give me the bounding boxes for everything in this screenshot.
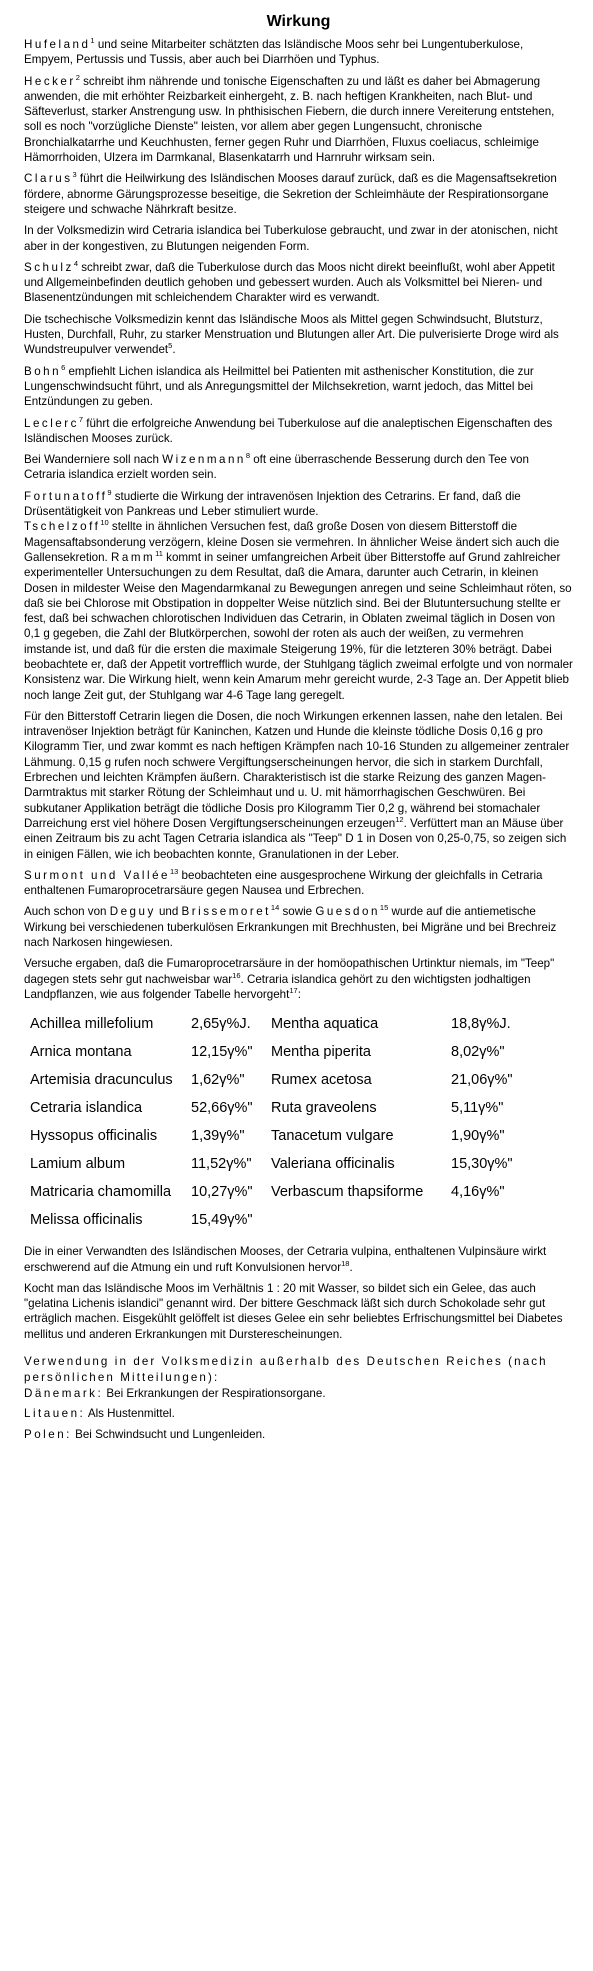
country-name: Polen:: [24, 1427, 72, 1441]
iodine-value: 10,27γ%": [191, 1183, 253, 1200]
paragraph: [24, 489, 573, 703]
paragraph: [24, 416, 573, 447]
footnote-ref: 12: [395, 815, 404, 825]
author-name: Surmont und Vallée: [24, 868, 170, 882]
footnote-ref: 13: [169, 866, 179, 876]
plant-name: Mentha piperita: [271, 1043, 371, 1060]
table-row: [30, 1094, 521, 1122]
footnote-ref: 17: [289, 986, 298, 996]
paragraph: [24, 171, 573, 217]
iodine-value: 1,90γ%": [451, 1127, 505, 1144]
footnote-ref: 18: [341, 1258, 350, 1268]
closing-paragraphs: [24, 1244, 573, 1342]
usage-line: [24, 1406, 573, 1421]
body-paragraphs: [24, 37, 573, 1002]
usage-text: Als Hustenmittel.: [85, 1407, 175, 1421]
plant-name: Verbascum thapsiforme: [271, 1183, 424, 1200]
footnote-ref: 3: [72, 170, 77, 180]
paragraph-text: Versuche ergaben, daß die Fumaroprocetrarsäure in der homöopathischen Urtinktur niemals, im "Teep" dagegen stets sehr gut nachweisbar war: [24, 957, 555, 986]
paragraph-text: empfiehlt Lichen islandica als Heilmittel bei Patienten mit asthenischer Konstitution, die zur Lungenschwindsucht führt, und als Anregungsmittel der Milchsekretion, warnt jedoch, das Mittel bei Entzündungen zu geben.: [24, 364, 534, 409]
plant-name: Melissa officinalis: [30, 1211, 143, 1228]
plant-name: Hyssopus officinalis: [30, 1127, 158, 1144]
author-name: Brissemoret: [181, 905, 271, 919]
paragraph-text: Bei Wanderniere soll nach: [24, 453, 163, 467]
paragraph: [24, 1281, 573, 1342]
iodine-value: [451, 1206, 521, 1234]
plant-name: Lamium album: [30, 1155, 126, 1172]
footnote-ref: 5: [168, 341, 173, 351]
author-name: Tschelzoff: [24, 520, 101, 534]
paragraph: [24, 709, 573, 862]
paragraph-text: beobachteten eine ausgesprochene Wirkung der gleichfalls in Cetraria enthaltenen Fumaroprocetrarsäure gegen Nausea und Erbrechen.: [24, 868, 543, 898]
author-name: Leclerc: [24, 416, 79, 430]
country-name: Dänemark:: [24, 1387, 104, 1400]
paragraph-text: Für den Bitterstoff Cetrarin liegen die Dosen, die noch Wirkungen erkennen lassen, nahe den letalen. Bei intravenöser Injektion beträgt für Kaninchen, Katzen und Hunde die kleinste tödliche Dosis 0,16 g pro Kilogramm Tier, und zwar kommt es nach heftigen Krämpfen nach 10-16 Stunden zu allgemeiner zentraler Lähmung. 0,15 g rufen noch schwere Vergiftungserscheinungen hervor, die sich in starkem Durchfall, Erbrechen und leichten Krämpfen äußern. Charakteristisch ist die starke Reizung des ganzen Magen-Darmtraktus mit starker Rötung der Schleimhaut und u. U. mit hämorrhagischen Geschwüren. Bei subkutaner Applikation beträgt die tödliche Dosis pro Kilogramm Tier 0,2 g, während bei stomachaler Darreichung erst viel höhere Dosen Vergiftungserscheinungen erzeugen: [24, 709, 570, 830]
iodine-value: 52,66γ%": [191, 1099, 253, 1116]
iodine-value: 15,30γ%": [451, 1155, 513, 1172]
paragraph-text: und: [155, 905, 182, 919]
author-name: Fortunatoff: [24, 489, 108, 503]
usage-text: Bei Erkrankungen der Respirationsorgane.: [103, 1387, 326, 1400]
footnote-ref: 2: [75, 72, 80, 82]
iodine-value: 5,11γ%": [451, 1099, 504, 1116]
author-name: Bohn: [24, 364, 62, 378]
table-row: [30, 1010, 521, 1038]
table-row: [30, 1038, 521, 1066]
paragraph-text: .: [349, 1260, 353, 1274]
iodine-value: 2,65γ%J.: [191, 1015, 251, 1032]
iodine-value: 1,62γ%": [191, 1071, 245, 1088]
paragraph-text: .: [172, 343, 176, 357]
iodine-value: 12,15γ%": [191, 1043, 253, 1060]
table-row: [30, 1066, 521, 1094]
plant-name: Tanacetum vulgare: [271, 1127, 394, 1144]
paragraph-text: kommt in seiner umfangreichen Arbeit über Bitterstoffe auf Grund zahlreicher experimenteller Untersuchungen zu dem Resultat, daß die Amara, darunter auch Cetrarin, in kleinen Dosen in mildester Weise den Magendarmkanal zu Bewegungen anregen und seine Schleimhaut röten, so daß sie bei Chlorose mit Obstipation in doppelter Weise nützlich sind. Bei der Blutuntersuchung stellte er fest, daß bei schwachen chlorotischen Individuen das Cetrarin, in Oblaten zweimal täglich in Dosen von 0,1 g gegeben, die Zahl der Blutkörperchen, sowohl der roten als auch der weißen, zu vermehren imstande ist, und daß für die ersten die maximale Steigerung 19%, für die letzteren 30% beträgt. Dabei beobachtete er, daß der Appetit vortrefflich wurde, der Stuhlgang täglich zweimal erfolgte und von normaler Konsistenz war. Die Wirkung hielt, wenn kein Amarum mehr gereicht wurde, 2-3 Tage an. Der Appetit blieb noch lange Zeit gut, der Stuhlgang war 4-6 Tage lang geregelt.: [24, 550, 573, 702]
table-row: [30, 1178, 521, 1206]
footnote-ref: 10: [100, 518, 109, 528]
iodine-value: 1,39γ%": [191, 1127, 245, 1144]
paragraph: [24, 364, 573, 410]
paragraph-text: wurde auf die antiemetische Wirkung bei verschiedenen tuberkulösen Erkrankungen mit Brechhusten, bei Migräne und bei Brechreiz nach Narkosen hingewiesen.: [24, 905, 557, 950]
author-name: Clarus: [24, 172, 73, 186]
plant-name: Rumex acetosa: [271, 1071, 372, 1088]
author-name: Guesdon: [315, 905, 380, 919]
paragraph-text: sowie: [279, 905, 316, 919]
plant-name: Arnica montana: [30, 1043, 132, 1060]
footnote-ref: 4: [73, 259, 78, 268]
footnote-ref: 16: [232, 970, 241, 980]
author-name: Ramm: [111, 550, 156, 564]
table-row: [30, 1122, 521, 1150]
plant-name: Valeriana officinalis: [271, 1155, 395, 1172]
author-name: Wizenmann: [162, 453, 246, 467]
paragraph-text: Auch schon von: [24, 905, 110, 919]
iodine-value: 15,49γ%": [191, 1211, 253, 1228]
paragraph-text: oft eine überraschende Besserung durch den Tee von Cetraria islandica erzielt worden sein.: [24, 453, 529, 482]
footnote-ref: 14: [270, 903, 280, 913]
paragraph-text: führt die erfolgreiche Anwendung bei Tuberkulose auf die analeptischen Eigenschaften des Isländischen Mooses zurück.: [24, 416, 553, 445]
paragraph: [24, 260, 573, 306]
paragraph-text: stellte in ähnlichen Versuchen fest, daß große Dosen von diesem Bitterstoff die Magensaftabsonderung verzögern, kleine Dosen sie vermehren. In ähnlicher Weise ändert sich auch die Gallensekretion.: [24, 520, 560, 564]
paragraph-text: führt die Heilwirkung des Isländischen Mooses darauf zurück, daß es die Magensaftsekretion fördere, abnorme Gärungsprozesse beseitige, die Sekretion der Schleimhäute der Respirationsorgane steigere und schwache Nährkraft besitze.: [24, 172, 557, 216]
paragraph: [24, 37, 573, 68]
country-name: Litauen:: [24, 1407, 86, 1421]
plant-name: [271, 1206, 451, 1234]
footnote-ref: 11: [155, 549, 163, 559]
footnote-ref: 7: [78, 414, 84, 424]
paragraph: [24, 74, 573, 166]
footnote-ref: 1: [90, 36, 95, 46]
paragraph: [24, 223, 573, 254]
author-name: Deguy: [109, 905, 156, 919]
paragraph: [24, 868, 573, 899]
folk-medicine-heading: Verwendung in der Volksmedizin außerhalb des Deutschen Reiches (nach persönlichen Mitteilungen):: [24, 1355, 548, 1384]
usage-line: [24, 1386, 573, 1401]
usage-line: [24, 1427, 573, 1442]
author-name: Hecker: [24, 74, 76, 88]
page-title: Wirkung: [266, 13, 331, 30]
paragraph-text: :: [297, 987, 301, 1001]
iodine-value: 21,06γ%": [451, 1071, 513, 1088]
footnote-ref: 9: [107, 487, 112, 497]
iodine-value: 8,02γ%": [451, 1043, 505, 1060]
paragraph-text: In der Volksmedizin wird Cetraria islandica bei Tuberkulose gebraucht, und zwar in der atonischen, nicht aber in der kongestiven, zu Blutungen neigenden Form.: [24, 224, 558, 253]
paragraph-text: und seine Mitarbeiter schätzten das Isländische Moos sehr bei Lungentuberkulose, Empyem, Pertussis und Tussis, aber auch bei Diarrhöen und Typhus.: [24, 38, 524, 67]
paragraph-text: . Verfüttert man an Mäuse über einen Zeitraum bis zu acht Tagen Cetraria islandica als "Teep" D 1 in Dosen von 0,25-0,75, so zeigen sich in einigen Fällen, wie ich beobachten konnte, Granulationen in der Leber.: [24, 816, 567, 861]
paragraph-text: schreibt ihm nährende und tonische Eigenschaften zu und läßt es daher bei Abmagerung anwenden, die mit erhöhter Reizbarkeit einhergeht, z. B. nach heftigen Krankheiten, nach Blut- und Säfteverlust, starker Anstrengung usw. In phthisischen Fiebern, die durch innere Vereiterung entstehen, soll es noch "vorzügliche Dienste" leisten, vor allem aber gegen Lungensucht, chronische Bronchialkatarrhe und Keuchhusten, ferner gegen Ruhr und Diarrhöen, Fluxus coeliacus, schleimige Hämorrhoiden, Ulzera im Darmkanal, Blasenkatarrh und Harnruhr wirksam sein.: [24, 74, 555, 165]
author-name: Hufeland: [24, 38, 91, 51]
table-row: [30, 1206, 521, 1234]
plant-name: Artemisia dracunculus: [30, 1071, 173, 1088]
paragraph: [24, 312, 573, 358]
paragraph-text: schreibt zwar, daß die Tuberkulose durch das Moos nicht direkt beeinflußt, wohl aber Appetit und Allgemeinbefinden deutlich gehoben und gebessert wurden. Auch als Volksmittel bei Nieren- und Blasenentzündungen mit schleichendem Charakter wird es verwandt.: [24, 260, 555, 305]
table-row: [30, 1150, 521, 1178]
paragraph-text: studierte die Wirkung der intravenösen Injektion des Cetrarins. Er fand, daß die Drüsentätigkeit von Pankreas und Leber stimuliert wurde.: [24, 489, 521, 519]
paragraph-text: Kocht man das Isländische Moos im Verhältnis 1 : 20 mit Wasser, so bildet sich ein Gelee, das auch "gelatina Lichenis islandici" genannt wird. Der bittere Geschmack läßt sich durch Schokolade sehr gut erträglich machen. Eisgekühlt gelöffelt ist dieses Gelee ein sehr beliebtes Erfrischungsmittel bei Diabetes mellitus und anderen Erkrankungen mit Dursterescheinungen.: [24, 1281, 563, 1341]
iodine-value: 4,16γ%": [451, 1183, 505, 1200]
iodine-table: [30, 1010, 521, 1234]
plant-name: Mentha aquatica: [271, 1015, 379, 1032]
paragraph: [24, 956, 573, 1002]
footnote-ref: 15: [379, 903, 389, 913]
paragraph: [24, 452, 573, 483]
paragraph: [24, 1244, 573, 1275]
plant-name: Achillea millefolium: [30, 1015, 154, 1032]
iodine-value: 11,52γ%": [191, 1155, 252, 1172]
usage-text: Bei Schwindsucht und Lungenleiden.: [71, 1427, 266, 1441]
plant-name: Matricaria chamomilla: [30, 1183, 172, 1200]
paragraph-text: . Cetraria islandica gehört zu den wichtigsten jodhaltigen Landpflanzen, wie aus folgender Tabelle hervorgeht: [24, 972, 531, 1001]
footnote-ref: 8: [245, 451, 251, 461]
plant-name: Ruta graveolens: [271, 1099, 377, 1116]
author-name: Schulz: [24, 260, 74, 274]
iodine-value: 18,8γ%J.: [451, 1015, 511, 1032]
paragraph: [24, 904, 573, 950]
paragraph-text: Die tschechische Volksmedizin kennt das Isländische Moos als Mittel gegen Schwindsucht, Blutsturz, Husten, Durchfall, Ruhr, zu starker Menstruation und Blutungen aller Art. Die pulverisierte Droge wird als Wundstreupulver verwendet: [24, 312, 559, 357]
folk-medicine-section: [24, 1354, 573, 1442]
plant-name: Cetraria islandica: [30, 1099, 143, 1116]
paragraph-text: Die in einer Verwandten des Isländischen Mooses, der Cetraria vulpina, enthaltenen Vulpinsäure wirkt erschwerend auf die Atmung ein und ruft Konvulsionen hervor: [24, 1245, 547, 1274]
footnote-ref: 6: [61, 362, 66, 372]
